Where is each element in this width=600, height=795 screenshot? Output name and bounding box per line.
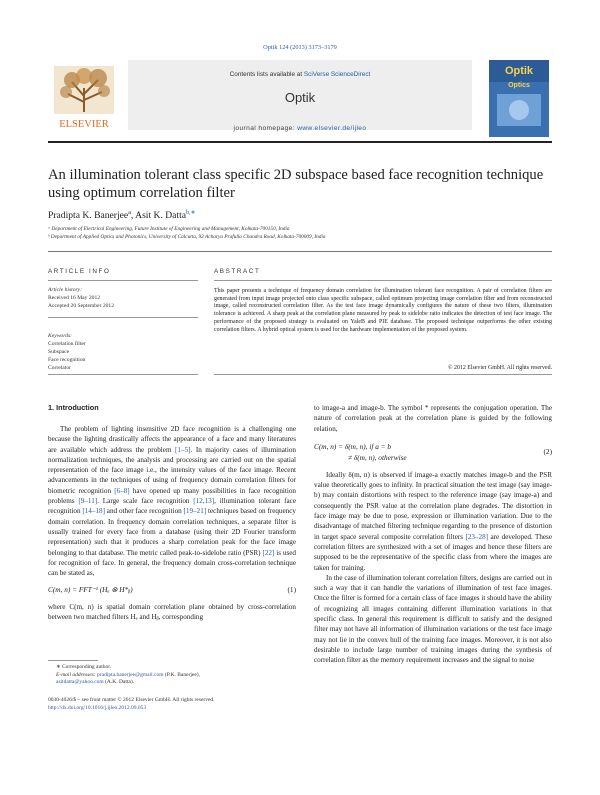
email-link[interactable]: asitdatta@yahoo.com (56, 679, 104, 685)
front-matter (48, 697, 298, 712)
keywords-label: Keywords: (48, 333, 73, 339)
received-date: Received 16 May 2012 (48, 295, 101, 301)
right-paragraph: to image-a and image-b. The symbol * represents the conjugation operation. The nature of correlation peak at the correlation plane is guided by the following relation, (314, 404, 552, 433)
author-1[interactable]: Pradipta K. Banerjee (48, 210, 129, 222)
homepage-line (128, 125, 472, 132)
citation-link[interactable]: [14–18] (82, 507, 105, 516)
citation-link[interactable]: [1–5] (175, 445, 191, 454)
equation-2 (314, 442, 552, 464)
author-2-mark[interactable]: b,∗ (186, 210, 196, 216)
intro-column-right (314, 403, 552, 666)
keyword: Face recognition (48, 357, 86, 363)
journal-name: Optik (284, 90, 316, 105)
affiliation-a: ᵃ Department of Electrical Engineering, Future Institute of Engineering and Management, Kolkata-700150, India (48, 226, 290, 232)
keyword: Correlator (48, 365, 71, 371)
keywords-rule (48, 317, 198, 318)
citation-link[interactable]: [22] (262, 548, 275, 557)
intro-paragraph: The problem of lighting insensitive 2D face recognition is a challenging one because the lighting drastically affects the appearance of a face and many literatures are available which address the problem [1–5]. In majority cases of illumination normalization techniques, the analysis and processing are carried out on the spatial representation of the face image i.e., the intensity values of the face image. Recent advancements in the techniques of using of frequency domain correlation filters for biometric recognition [6–8] have opened up many possibilities in face recognition problems [9–11]. Large scale face recognition [12,13], illumination tolerant face recognition [14–18] and other face recognition [19–21] techniques based on frequency domain correlation. In frequency domain correlation techniques, a separate filter is usually trained for every face from a database (using their 2D Fourier transform representation) such that it produces a sharp correlation peak for the face image belonging to that database. The metric called peak-to-sidelobe ratio (PSR) [22] is used for recognition of face. In general, the frequency domain cross-correlation technique can be stated as, (48, 425, 296, 578)
history-label: Article history: (48, 287, 83, 293)
article-info-heading: ARTICLE INFO (48, 268, 111, 275)
corresponding-author-note: ∗ Corresponding author. (56, 664, 112, 670)
homepage-prefix: journal homepage: (233, 125, 298, 132)
equation-2-line-2: ≠ δ(m, n), otherwise (348, 452, 407, 462)
citation-link[interactable]: [6–8] (114, 486, 130, 495)
section-divider (48, 251, 552, 252)
article-info-bottom-rule (48, 374, 198, 375)
footnotes (56, 664, 296, 687)
equation-1 (48, 585, 296, 595)
doi-link[interactable]: http://dx.doi.org/10.1016/j.ijleo.2012.09.053 (48, 704, 147, 711)
cover-subtitle: Optics (508, 82, 530, 89)
abstract-copyright: © 2012 Elsevier GmbH. All rights reserved. (448, 365, 552, 371)
footnote-rule (48, 660, 98, 661)
abstract-rule (214, 280, 552, 281)
affiliation-b: ᵇ Department of Applied Optics and Photonics, University of Calcutta, 92 Acharya Prafulla Chandra Road, Kolkata-700009, India (48, 234, 326, 240)
keywords-block (48, 332, 198, 372)
citation-link[interactable]: [12,13] (193, 497, 215, 506)
paper-title: An illumination tolerant class specific 2D subspace based face recognition technique using optimum correlation filter (48, 167, 544, 201)
citation-link[interactable]: [23–28] (465, 532, 489, 541)
right-paragraph: Ideally δ(m, n) is observed if image-a exactly matches image-b and the PSR value theoretically goes to infinity. In practical situation the test image (say image-b) may contain distortions with respect to the reference image (say image-a) and consequently the PSR value at the correlation plane degrades. The distortion in face image may be due to pose, expression or illumination variation. Due to the disadvantage of matched filtering technique regarding to the presence of distortion in target space several composite correlation filters [23–28] are developed. These correlation filters are synthesized with a set of images and hence these filters are supposed to be the representative of the specific class from where the images are taken for training. (314, 470, 553, 572)
abstract-text: This paper presents a technique of frequency domain correlation for illumination tolerant face recognition. A pair of correlation filters are generated from input image projected onto class specific subspace, called optimum projecting image correlation filter and from reconstructed image, called reconstructed correlation filter. As the test face image dynamically configures the nature of these two filters, illumination tolerance is achieved. A sharp peak at the correlation plane measured by peak to sidelobe ratio indicates the detection of test face image. The performance of the proposed strategy is evaluated on YaleB and PIE database. The proposed technique outperforms the other existing correlation filters. A hybrid optical system is used for the hardware implementation of the proposed system. (214, 288, 552, 333)
accepted-date: Accepted 20 September 2012 (48, 303, 115, 309)
abstract-bottom-rule (214, 374, 552, 375)
equation-2-number: (2) (543, 446, 552, 456)
article-history (48, 286, 198, 310)
elsevier-logo (48, 64, 120, 130)
citation-link[interactable]: [9–11] (78, 497, 98, 506)
author-1-mark: a (128, 210, 131, 216)
contents-line (128, 71, 472, 78)
right-paragraph: In the case of illumination tolerant correlation filters, designs are carried out in such a way that it can handle the variations of illumination of test face images. Once the filter is formed for a certain class of face images it should have the ability of recognizing all images containing different illumination variations in that specific class. In general this requirement is difficult to satisfy and the designed filter may not have all information of illumination variations or the test face image may not lie in the convex hull of the training face images. Moreover, it is not also desirable to include large number of training images during the synthesis of correlation filter as the memory requirement increases and the signal to noise (314, 573, 552, 665)
equation-1-number: (1) (287, 585, 296, 595)
authors (48, 209, 196, 221)
keyword: Correlation filter (48, 341, 86, 347)
intro-paragraph: where C(m, n) is spatial domain correlation plane obtained by cross-correlation between two matched filters Hₐ and Hᵦ, corresponding (48, 602, 296, 622)
abstract-heading: ABSTRACT (214, 268, 261, 275)
header-rule (48, 141, 552, 143)
homepage-link[interactable]: www.elsevier.de/ijleo (297, 125, 367, 132)
elsevier-tree-icon (48, 64, 120, 130)
cover-title: Optik (504, 65, 534, 77)
author-separator: , (130, 210, 136, 222)
elsevier-wordmark: ELSEVIER (59, 119, 109, 130)
email-line: E-mail addresses: pradipta.banerjee@gmail.com (P.K. Banerjee), (56, 671, 201, 678)
issn-line: 0030-4026/$ – see front matter © 2012 Elsevier GmbH. All rights reserved. (48, 697, 215, 703)
email-line: asitdatta@yahoo.com (A.K. Datta). (56, 679, 135, 685)
email-link[interactable]: pradipta.banerjee@gmail.com (97, 671, 164, 678)
keyword: Subspace (48, 349, 70, 355)
contents-prefix: Contents lists available at (229, 71, 304, 78)
intro-heading: 1. Introduction (48, 403, 99, 412)
equation-1-body: C(m, n) = FFT⁻¹ (Hₐ ⊗ H*ᵦ) (48, 585, 133, 595)
article-info-rule (48, 280, 198, 281)
intro-column-left (48, 424, 296, 622)
journal-reference[interactable]: Optik 124 (2013) 3173–3179 (263, 44, 337, 51)
author-2[interactable]: Asit K. Datta (135, 210, 187, 222)
citation-link[interactable]: [19–21] (183, 507, 207, 516)
equation-2-line-1: C(m, n) = δ(m, n), if a = b (314, 441, 392, 451)
journal-cover-image (489, 60, 549, 137)
sciencedirect-link[interactable]: SciVerse ScienceDirect (303, 71, 371, 78)
